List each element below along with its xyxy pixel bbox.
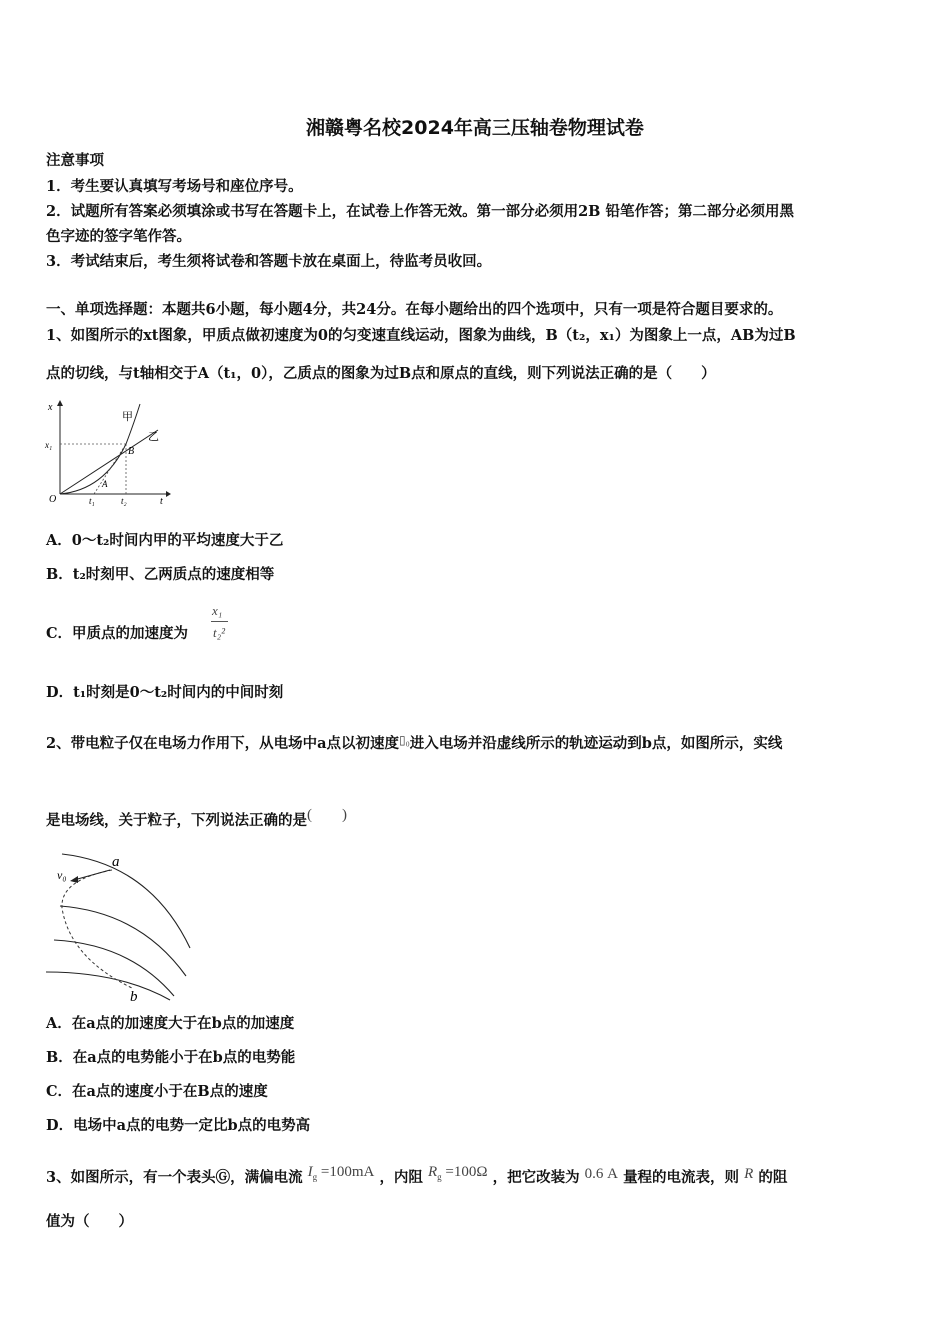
q2-option-d: D．电场中a点的电势一定比b点的电势高 [46, 1117, 311, 1134]
section-heading: 一、单项选择题：本题共6小题，每小题4分，共24分。在每小题给出的四个选项中，只有一项是符合题目要求的。 [46, 301, 783, 318]
ig-formula [308, 1164, 375, 1180]
q2-option-c: C．在a点的速度小于在B点的速度 [46, 1083, 268, 1100]
q1-option-c-numerator: x₁ [212, 603, 223, 618]
x-axis-arrow [57, 400, 63, 406]
q3-text: 量程的电流表，则 [623, 1169, 740, 1186]
q2-stem-line2 [46, 805, 347, 831]
q3-text: ，把它改装为 [492, 1169, 580, 1186]
q3-text: ，内阻 [379, 1169, 423, 1186]
label-a: a [112, 854, 120, 870]
q1-xt-graph [44, 398, 174, 508]
field-line [60, 906, 186, 976]
trajectory-dashed [62, 870, 132, 988]
q2-stem-part1: 2、带电粒子仅在电场力作用下，从电场中a点以初速度 [46, 735, 399, 752]
x1-label: x₁ [45, 440, 53, 450]
rg-formula [428, 1164, 488, 1180]
y-axis-label: x [48, 402, 53, 413]
notes-heading: 注意事项 [46, 152, 104, 169]
label-v0: v₀ [57, 868, 67, 882]
notes-item: 色字迹的签字笔作答。 [46, 228, 191, 245]
q1-option-a: A．0～t₂时间内甲的平均速度大于乙 [46, 532, 284, 549]
q1-option-c-denominator: t₂² [213, 625, 226, 640]
rg-symbol: R [428, 1164, 438, 1180]
field-line [62, 854, 190, 948]
q1-stem-line1: 1、如图所示的xt图象，甲质点做初速度为0的匀变速直线运动，图象为曲线，B（t₂，x₁）为图象上一点，AB为过B [46, 327, 796, 344]
rg-value: =100Ω [445, 1164, 488, 1180]
label-b: b [130, 989, 138, 1005]
range-value: 0.6 A [584, 1166, 618, 1182]
line-yi-label: 乙 [148, 431, 159, 443]
notes-item: 1．考生要认真填写考场号和座位序号。 [46, 178, 303, 195]
v0-arrow [74, 870, 110, 880]
ig-symbol: I [307, 1164, 313, 1180]
notes-item: 2．试题所有答案必须填涂或书写在答题卡上，在试卷上作答无效。第一部分必须用2B 铅笔作答；第二部分必须用黑 [46, 203, 794, 220]
q2-option-a: A．在a点的加速度大于在b点的加速度 [46, 1015, 295, 1032]
ig-subscript: g [312, 1172, 318, 1182]
q2-option-b: B．在a点的电势能小于在b点的电势能 [46, 1049, 296, 1066]
v0-symbol: ▯₀ [398, 733, 410, 747]
q1-option-c: C．甲质点的加速度为 [46, 625, 189, 642]
q1-option-d: D．t₁时刻是0～t₂时间内的中间时刻 [46, 684, 284, 701]
ig-value: =100mA [320, 1164, 375, 1180]
fraction-bar [211, 621, 228, 622]
origin-label: O [49, 494, 57, 505]
q2-stem-part2: 进入电场并沿虚线所示的轨迹运动到b点，如图所示，实线 [409, 735, 783, 752]
point-a-label: A [102, 479, 108, 489]
field-line [46, 972, 170, 1000]
q1-option-b: B．t₂时刻甲、乙两质点的速度相等 [46, 566, 275, 583]
q2-stem-text: 是电场线，关于粒子，下列说法正确的是 [46, 812, 307, 829]
page-title: 湘赣粤名校2024年高三压轴卷物理试卷 [306, 117, 644, 139]
line-yi [60, 430, 158, 494]
t1-label: t₁ [89, 496, 95, 506]
r-symbol: R [744, 1166, 754, 1182]
field-line [54, 940, 174, 996]
q3-stem-line2: 值为（ ） [46, 1213, 133, 1230]
curve-jia-label: 甲 [122, 411, 133, 423]
answer-paren: ( ) [307, 807, 347, 823]
v0-arrowhead [70, 876, 78, 883]
q2-electric-field-figure [40, 848, 200, 1008]
q2-stem-line1 [46, 730, 782, 754]
notes-item: 3．考试结束后，考生须将试卷和答题卡放在桌面上，待监考员收回。 [46, 253, 492, 270]
rg-subscript: g [437, 1172, 442, 1182]
t2-label: t₂ [121, 496, 127, 506]
q3-text: 3、如图所示，有一个表头Ⓖ，满偏电流 [46, 1169, 303, 1186]
q3-text: 的阻 [758, 1169, 788, 1186]
t-axis-arrow [166, 491, 171, 497]
point-b-label: B [128, 446, 135, 457]
q3-stem-line1 [46, 1162, 787, 1188]
x-axis-label: t [160, 496, 163, 507]
q1-stem-line2: 点的切线，与t轴相交于A（t₁，0），乙质点的图象为过B点和原点的直线，则下列说法正确的是（ ） [46, 365, 716, 382]
